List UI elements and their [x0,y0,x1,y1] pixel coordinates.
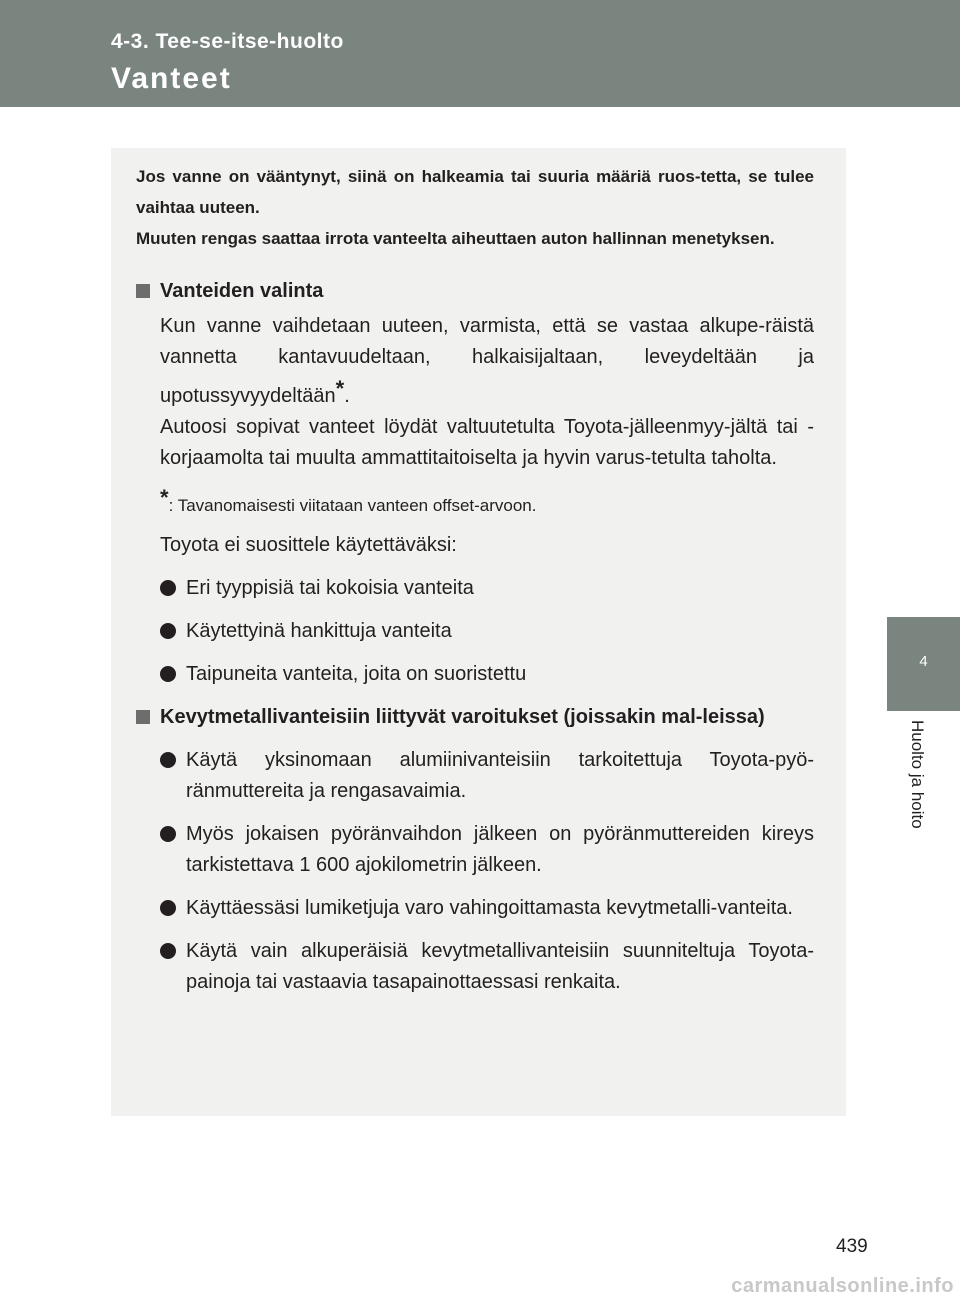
bullet-dot-icon [160,826,176,842]
asterisk-mark: * [335,376,345,401]
list-item-text: Käytä yksinomaan alumiinivanteisiin tarkoitettuja Toyota-pyö-ränmuttereita ja rengasavaimia. [186,749,814,802]
bullet-dot-icon [160,580,176,596]
page-number: 439 [836,1236,868,1257]
intro-line-1: Jos vanne on vääntynyt, siinä on halkeamia tai suuria määriä ruos-tetta, se tulee vaihtaa uuteen. [136,167,814,217]
section-heading-wheel-selection [136,276,814,307]
list-item [160,745,814,807]
content-box [111,148,846,1116]
bullet-dot-icon [160,666,176,682]
chapter-tab-label: Huolto ja hoito [908,720,927,829]
section-heading-alloy-warnings [136,702,814,733]
page-header [0,0,960,107]
list-item [160,573,814,604]
section-label: 4-3. Tee-se-itse-huolto [111,30,344,53]
page-title: Vanteet [111,62,232,95]
not-recommended-heading: Toyota ei suosittele käytettäväksi: [160,534,457,556]
list-item-text: Eri tyyppisiä tai kokoisia vanteita [186,577,474,599]
paragraph-end: . [344,385,350,407]
bullet-dot-icon [160,752,176,768]
section-heading-text: Kevytmetallivanteisiin liittyvät varoitukset (joissakin mal-leissa) [160,706,765,728]
list-item-text: Myös jokaisen pyöränvaihdon jälkeen on pyöränmuttereiden kireys tarkistettava 1 600 ajokilometrin jälkeen. [186,823,814,876]
bullet-dot-icon [160,943,176,959]
list-item-text: Taipuneita vanteita, joita on suoristettu [186,663,527,685]
list-item [160,936,814,998]
footnote [160,486,814,518]
intro-line-2: Muuten rengas saattaa irrota vanteelta aiheuttaen auton hallinnan menetyksen. [136,229,775,248]
bullet-dot-icon [160,623,176,639]
paragraph-text: Kun vanne vaihdetaan uuteen, varmista, että se vastaa alkupe-räistä vannetta kantavuudeltaan, halkaisijaltaan, leveydeltään ja upotussyvyydeltään [160,315,814,407]
list-item [160,616,814,647]
list-item-text: Käytettyinä hankittuja vanteita [186,620,452,642]
chapter-tab-number: 4 [919,653,928,670]
list-item [160,659,814,690]
bullet-dot-icon [160,900,176,916]
square-bullet-icon [136,284,150,298]
watermark: carmanualsonline.info [731,1275,954,1297]
footnote-text: : Tavanomaisesti viitataan vanteen offset-arvoon. [168,496,537,515]
list-item [160,893,814,924]
list-item [160,819,814,881]
paragraph-dealer: Autoosi sopivat vanteet löydät valtuutetulta Toyota-jälleenmyy-jältä tai -korjaamolta tai muulta ammattitaitoiselta ja hyvin varus-tetulta taholta. [160,416,814,469]
list-item-text: Käytä vain alkuperäisiä kevytmetallivanteisiin suunniteltuja Toyota-painoja tai vastaavia tasapainottaessasi renkaita. [186,940,814,993]
chapter-tab[interactable] [887,617,960,711]
square-bullet-icon [136,710,150,724]
paragraph-wheel-match [160,311,814,412]
content-inner [136,161,814,998]
footnote-asterisk: * [160,485,169,510]
intro-warning [136,161,814,254]
section-heading-text: Vanteiden valinta [160,280,324,302]
list-item-text: Käyttäessäsi lumiketjuja varo vahingoittamasta kevytmetalli-vanteita. [186,897,793,919]
